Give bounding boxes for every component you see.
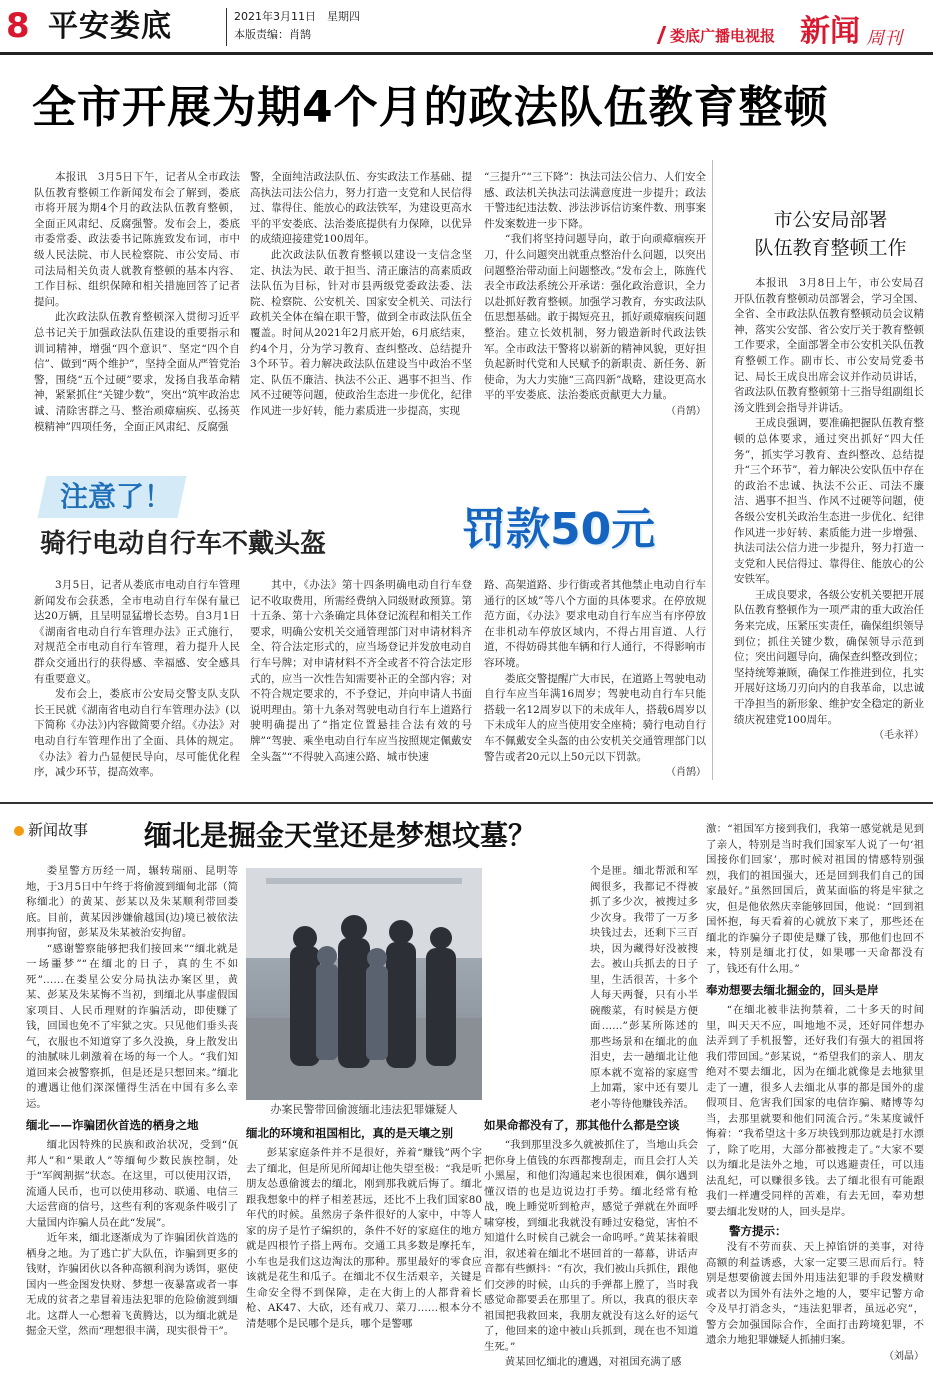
notice-paragraph: 路、高架道路、步行街或者其他禁止电动自行车通行的区域”等八个方面的具体要求。在停放规范方面，《办法》要求电动自行车应当有序停放在非机动车停放区域内，不得占用盲道、人行道，不得妨碍其他车辆和行人通行，不得影响市容环境。	[484, 579, 706, 669]
section-name: 平安娄底	[48, 9, 172, 44]
story-subhead: 如果命都没有了，那其他什么都是空谈	[484, 1118, 680, 1132]
news-photo	[246, 868, 482, 1100]
article1-column-2	[250, 170, 472, 420]
article1-column-3	[484, 170, 706, 420]
main-headline: 全市开展为期4个月的政法队伍教育整顿	[32, 82, 829, 133]
story-paragraph: “我到那里没多久就被抓住了，当地山兵会把你身上值钱的东西都搜刮走，而且会打人关小黑屋，和他们沟通起来也很困难，偶尔遇到懂汉语的也是边说边打手势。缅北经常有枪战，晚上睡觉听到枪声，感觉子弹就在外面呼啸穿梭，到缅北我就没有睡过安稳觉，害怕不知道什么时候自己就会一命呜呼。”黄某抹着眼泪，叙述着在缅北不堪回首的一幕幕，讲话声音都有些颤抖：“有次，我们被山兵抓住，跟他们交涉的时候，山兵的手弹都上膛了，当时我感觉命都要丢在那里了。所以，我真的很庆幸祖国把我救回来，我朋友就没有这么好的运气了，他回来的途中被山兵抓到，现在也不知道生死。”	[484, 1139, 698, 1353]
notice-paragraph: 其中，《办法》第十四条明确电动自行车登记不收取费用，所需经费纳入同级财政预算。第十五条、第十六条确定具体登记流程和相关工作要求，明确公安机关交通管理部门对申请材料齐全、符合法定形式的，应当场登记并发放电动自行车号牌；对申请材料不齐全或者不符合法定形式的，应当一次性告知需要补正的全部内容；对不符合规定要求的，不予登记，并向申请人书面说明理由。第十九条对驾驶电动自行车上道路行驶明确提出了“指定位置悬挂合法有效的号牌”“驾驶、乘坐电动自行车应当按照规定佩戴安全头盔”“不得驶入高速公路、城市快速	[250, 579, 472, 763]
column-divider	[712, 160, 713, 780]
notice-tag: 注意了！	[60, 480, 173, 513]
story-subhead: 缅北——诈骗团伙首选的栖身之地	[26, 1118, 199, 1132]
article1-paragraph: 此次政法队伍教育整顿深入贯彻习近平总书记关于加强政法队伍建设的重要指示和训词精神，增强“四个意识”、坚定“四个自信”、做到“两个维护”，坚持全面从严管党治警，围绕“五个过硬”要求，发扬自我革命精神，紧紧抓住“关键少数”，突出“筑牢政治忠诚、清除害群之马、整治顽瘴痼疾、弘扬英模精神”四项任务，全面正风肃纪、反腐强	[34, 311, 240, 433]
story-subhead: 奉劝想要去缅北掘金的，回头是岸	[706, 983, 879, 997]
story-paragraph: “在缅北被非法拘禁着，二十多天的时间里，叫天天不应，叫地地不灵，还好同伴想办法弄到了手机报警，还好我们有强大的祖国将我们带回国。”彭某说，“希望我们的亲人、朋友绝对不要去缅北，因为在缅北就像是去地狱里走了一遭，很多人去缅北从事的都是国外的虚假项目、危害我们国家的电信诈骗、赌博等勾当，去那里就要和他们同流合污。”朱某度诚忏悔着：“我希望这十多万块钱到那边就是打水漂了，除了吃用，大部分都被搜走了。”大家不要以为缅北是法外之地，可以逃避责任，可以违法乱纪，可以赚很多钱。去了缅北很有可能跟我们一样遭受同样的苦难，有去无回，奉劝想要去缅北发财的人，回头是岸。	[706, 1004, 924, 1218]
article1-paragraph: 此次政法队伍教育整顿以建设一支信念坚定、执法为民、敢于担当、清正廉洁的高素质政法队伍为目标，针对市县两级党委政法委、法院、检察院、公安机关、国家安全机关、司法行政机关全体在编在职干警，做到全市政法队伍全覆盖。时间从2021年2月底开始，6月底结束，约4个月，分为学习教育、查纠整改、总结提升3个环节。着力解决政法队伍建设当中政治不坚定、队伍不廉洁、执法不公正、遇事不担当、作风不过硬等问题，使政治生态进一步优化，纪律作风进一步好转，能力素质进一步提高，实现	[250, 248, 472, 417]
story-dot-icon	[14, 826, 24, 836]
article1-paragraph: “三提升”“三下降”：执法司法公信力、人们安全感、政法机关执法司法满意度进一步提升；政法干警违纪违法数、涉法涉诉信访案件数、刑事案件发案数进一步下降。	[484, 171, 706, 230]
photo-scene-icon	[246, 868, 482, 1100]
side-paragraph: 王成良要求，各级公安机关要把开展队伍教育整顿作为一项严肃的重大政治任务来完成，压紧压实责任，确保组织领导到位；抓住关键少数，确保领导示范到位；突出问题导向，确保查纠整改到位；坚持统筹兼顾，确保工作推进到位，扎实开展好这场刀刃向内的自我革命，以忠诚干净担当的新形象、维护安全稳定的新业绩庆祝建党100周年。	[734, 588, 924, 726]
story-subhead: 缅北的环境和祖国相比，真的是天壤之别	[246, 1126, 453, 1140]
notice-fine: 罚款50元	[462, 504, 656, 555]
photo-caption: 办案民警带回偷渡缅北违法犯罪嫌疑人	[270, 1103, 458, 1116]
side-signature: （毛永祥）	[874, 730, 924, 742]
masthead-weekly: 周刊	[866, 28, 902, 49]
header-rule	[0, 52, 933, 55]
article1-column-1	[34, 170, 240, 435]
article1-paragraph: 本报讯 3月5日下午，记者从全市政法队伍教育整顿工作新闻发布会了解到，娄底市将开展为期4个月的政法队伍教育整顿，全面正风肃纪、反腐强警。发布会上，娄底市委常委、政法委书记陈旌致发布词，市中级人民法院、市人民检察院、市公安局、市司法局相关负责人就教育整顿的基本内容、工作目标、组织保障和相关措施回答了记者提问。	[34, 171, 240, 308]
story-column-2	[246, 1124, 482, 1332]
side-title	[728, 206, 933, 262]
story-column-4	[706, 822, 924, 1364]
story-column-3	[484, 864, 698, 1371]
side-title-line: 队伍教育整顿工作	[754, 237, 907, 259]
story-paragraph: “感谢警察能够把我们接回来”“缅北就是一场噩梦”“在缅北的日子，真的生不如死”……在娄星公安分局执法办案区里，黄某、彭某及朱某悔不当初，到缅北从事虚假国家项目、人民币理财的诈骗活动，即使赚了钱，回国也免不了牢狱之灾。只见他们垂头丧气，衣服也不知道穿了多久没换，身上散发出的油腻味儿刺激着在场的每一个人。“我们知道回来会被警察抓，但是还是只想回来。”缅北的遭遇让他们深深懂得生活在中国有多么幸运。	[26, 942, 238, 1110]
article1-paragraph: “我们将坚持问题导向，敢于向顽瘴痼疾开刀，什么问题突出就重点整治什么问题，以突出问题整治带动面上问题整改。”发布会上，陈旌代表全市政法系统公开承诺：强化政治意识，全力以赴抓好教育整顿。加强学习教育，夯实政法队伍思想基础。敢于揭短亮丑，抓好顽瘴痼疾问题整治。建立长效机制，努力锻造新时代政法铁军。全市政法干警将以崭新的精神风貌，更好担负起新时代党和人民赋予的新职责、新任务、新使命，为大力实施“三高四新”战略，建设更高水平的平安娄底、法治娄底贡献更大力量。	[484, 233, 706, 402]
story-paragraph: 彭某家庭条件并不是很好，养着“赚钱”两个字去了缅北，但是所见所闻却让他失望至极：“我是听朋友怂恿偷渡去的缅北，刚到那我就后悔了。缅北跟我想象中的样子相差甚远，还比不上我们国家80年代的时候。虽然房子条件很好的人家中，中等人家的房子是竹子编织的，条件不好的家庭住的地方就是四根竹子搭上两布。交通工具多数是摩托车，小车也是我们这边淘汰的那种。那里最好的零食应该就是花生和瓜子。在缅北不仅生活艰辛，关键是生命安全得不到保障，走在大街上的人都背着长枪、AK47、大砍，还有戒刀、菜刀……根本分不清楚哪个是民哪个是兵，哪个是警哪	[246, 1147, 482, 1330]
article1-signature: （肖鹄）	[666, 405, 706, 417]
story-paragraph: 缅北因特殊的民族和政治状况，受到“佤邦人”和“果敢人”等缅甸少数民族控制，处于“军阀割据”状态。在这里，可以使用汉语，流通人民币，也可以使用移动、联通、电信三大运营商的信号，这些有利的客观条件吸引了大量国内诈骗人员在此“发展”。	[26, 1139, 238, 1229]
notice-signature: （肖鹄）	[666, 767, 706, 779]
story-paragraph: 近年来，缅北逐渐成为了诈骗团伙首选的栖身之地。为了逃亡扩大队伍，诈骗到更多的钱财，诈骗团伙以各种高额利润为诱饵，驱使国内一些金图发快财、梦想一夜暴富或者一事无成的贫者之辈冒着违法犯罪的危险偷渡到缅北。这群人一心想着飞黄腾达，以为缅北就是掘金天堂，然而“理想很丰满，现实很骨干”。	[26, 1232, 238, 1337]
side-paragraph: 王成良强调，要准确把握队伍教育整顿的总体要求，通过突出抓好“四大任务”，抓实学习教育、查纠整改、总结提升“三个环节”，着力解决公安队伍中存在的政治不忠诚、执法不公正、司法不廉洁、遇事不担当、作风不过硬等问题，使各级公安机关政治生态进一步优化、纪律作风进一步好转、素质能力进一步增强、执法司法公信力进一步提升，努力打造一支党和人民信得过、靠得住、能放心的公安铁军。	[734, 417, 924, 586]
notice-paragraph: 娄底交警提醒广大市民，在道路上驾驶电动自行车应当年满16周岁；驾驶电动自行车只能搭载一名12周岁以下的未成年人，搭载6周岁以下未成年人的应当使用安全座椅；骑行电动自行车不佩戴安全头盔的由公安机关交通管理部门以警告或者20元以上50元以下罚款。	[484, 672, 706, 763]
section-rule	[0, 802, 933, 804]
story-column-1	[26, 864, 238, 1340]
page-number: 8	[6, 6, 30, 46]
story-title: 缅北是掘金天堂还是梦想坟墓？	[144, 819, 537, 852]
story-subhead: 警方提示：	[729, 1224, 787, 1238]
story-paragraph: 个是匪。缅北帮派和军阀很多，我都记不得被抓了多少次，被搜过多少次身。我带了一万多块钱过去，还剩下三百块，因为藏得好没被搜去。被山兵抓去的日子里，生活很苦，十多个人每天两餐，只有小半碗酸菜，有时候是方便面……”彭某所陈述的那些场景和在缅北的血泪史，去一趟缅北让他原本就不宽裕的家庭雪上加霜，家中还有要儿老小等待他赚钱养活。	[590, 865, 698, 1110]
side-paragraph: 本报讯 3月8日上午，市公安局召开队伍教育整顿动员部署会，学习全国、全省、全市政法队伍教育整顿动员会议精神，落实公安部、省公安厅关于教育整顿工作要求，全面部署全市公安机关队伍教育整顿工作。副市长、市公安局党委书记、局长王成良出席会议并作动员讲话，省政法队伍教育整顿第十三指导组副组长汤文胜到会指导并讲话。	[734, 277, 924, 414]
side-column	[734, 276, 924, 744]
article1-paragraph: 警，全面纯洁政法队伍、夯实政法工作基础、提高执法司法公信力，努力打造一支党和人民信得过、靠得住、能放心的政法铁军，为建设更高水平的平安娄底、法治娄底提供有力保障，以优异的成绩迎接建党100周年。	[250, 171, 472, 246]
notice-column-1	[34, 578, 240, 781]
brand-name: 娄底广播电视报	[670, 27, 776, 45]
notice-title: 骑行电动自行车不戴头盔	[40, 529, 327, 559]
notice-column-3	[484, 578, 706, 781]
notice-column-2	[250, 578, 472, 765]
story-tag: 新闻故事	[28, 821, 89, 839]
header-divider	[226, 8, 227, 46]
story-signature: （刘晶）	[884, 1350, 924, 1362]
story-paragraph: 没有不劳而获、天上掉馅饼的美事，对待高额的利益诱惑，大家一定要三思而后行。特别是想要偷渡去国外用违法犯罪的手段发横财或者以为国外有法外之地的人，要牢记警方命令及早打消念头，“违法犯罪者，虽远必究”，警方会加强国际合作，全面打击跨境犯罪，不遗余力地犯罪嫌疑人抓捕归案。	[706, 1241, 924, 1346]
story-paragraph: 娄星警方历经一周，辗转瑞丽、昆明等地，于3月5日中午终于将偷渡到缅甸北部（简称缅北）的黄某、彭某以及朱某顺利带回娄底。目前，黄某因涉嫌偷越国(边)境已被依法刑事拘留，彭某及朱某被治安拘留。	[26, 865, 238, 939]
side-title-line: 市公安局部署	[773, 209, 888, 231]
story-paragraph: 激：“祖国军方接到我们，我第一感觉就是见到了亲人，特别是当时我们国家军人说了一句‘祖国接你们回家’，那时候对祖国的情感特别强烈，我们的祖国强大，还是回到我们自己的国家最好。”虽然回国后，黄某面临的将是牢狱之灾，但是他依然庆幸能够回国，他说：“回到祖国怀抱，每天看着的心就放下来了，那些还在缅北的诈骗分子即使是赚了钱，那他们也回不来，特别是缅北打仗，如果哪一天命都没有了，钱还有什么用。”	[706, 823, 924, 975]
notice-paragraph: 3月5日，记者从娄底市电动自行车管理新闻发布会获悉，全市电动自行车保有量已达20万辆，且呈明显猛增长态势。自3月1日《湖南省电动自行车管理办法》正式施行，对规范全市电动自行车管理，着力提升人民群众交通出行的获得感、幸福感、安全感具有重要意义。	[34, 579, 240, 685]
notice-paragraph: 发布会上，娄底市公安局交警支队支队长王民就《湖南省电动自行车管理办法》(以下简称《办法》)内容做简要介绍。《办法》对电动自行车管理作出了全面、具体的规定。《办法》着力凸显便民导向，尽可能优化程序，减少环节，提高效率。	[34, 688, 240, 779]
story-paragraph: 黄某回忆缅北的遭遇，对祖国充满了感	[504, 1356, 682, 1368]
editor-line: 本版责编：肖鹄	[234, 28, 311, 41]
date-line: 2021年3月11日 星期四	[234, 10, 360, 23]
masthead-news: 新闻	[800, 14, 860, 49]
